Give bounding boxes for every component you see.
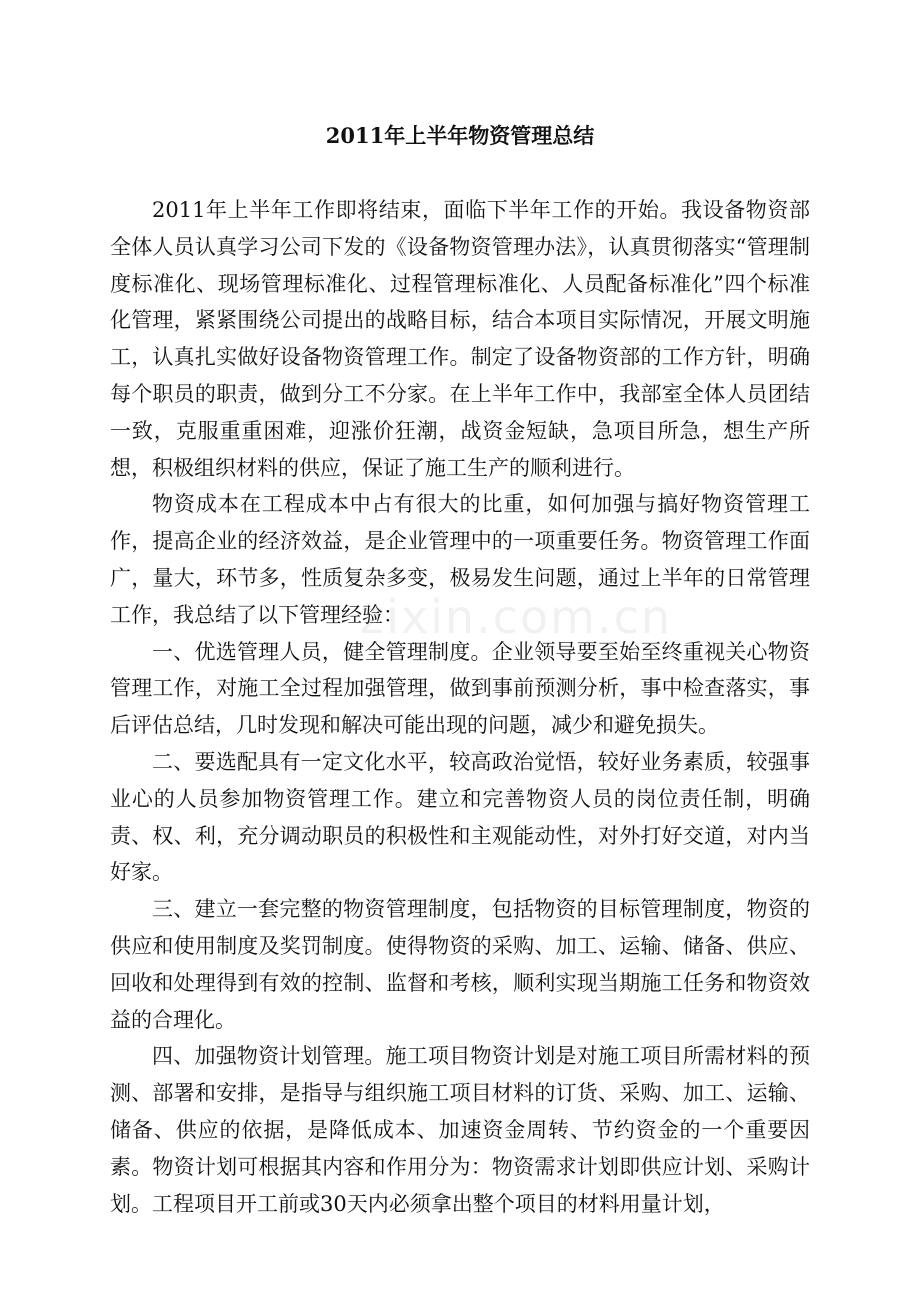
paragraph-point-2: 二、要选配具有一定文化水平，较高政治觉悟，较好业务素质，较强事业心的人员参加物资管理工作。建立和完善物资人员的岗位责任制，明确责、权、利，充分调动职员的积极性和主观能动性，对外打好交道，对内当好家。 — [110, 749, 810, 885]
paragraph-material-cost: 物资成本在工程成本中占有很大的比重，如何加强与搞好物资管理工作，提高企业的经济效益，是企业管理中的一项重要任务。物资管理工作面广，量大，环节多，性质复杂多变，极易发生问题，通过上半年的日常管理工作，我总结了以下管理经验： — [110, 492, 810, 627]
paragraph-point-4: 四、加强物资计划管理。施工项目物资计划是对施工项目所需材料的预测、部署和安排，是指导与组织施工项目材料的订货、采购、加工、运输、储备、供应的依据，是降低成本、加速资金周转、节约资金的一个重要因素。物资计划可根据其内容和作用分为：物资需求计划即供应计划、采购计划。工程项目开工前或30天内必须拿出整个项目的材料用量计划， — [110, 1044, 810, 1216]
paragraph-intro: 2011年上半年工作即将结束，面临下半年工作的开始。我设备物资部全体人员认真学习公司下发的《设备物资管理办法》，认真贯彻落实“管理制度标准化、现场管理标准化、过程管理标准化、人员配备标准化”四个标准化管理，紧紧围绕公司提出的战略目标，结合本项目实际情况，开展文明施工，认真扎实做好设备物资管理工作。制定了设备物资部的工作方针，明确每个职员的职责，做到分工不分家。在上半年工作中，我部室全体人员团结一致，克服重重困难，迎涨价狂潮，战资金短缺，急项目所急，想生产所想，积极组织材料的供应，保证了施工生产的顺利进行。 — [110, 198, 810, 480]
document-body — [110, 192, 810, 1222]
paragraph-point-3: 三、建立一套完整的物资管理制度，包括物资的目标管理制度，物资的供应和使用制度及奖罚制度。使得物资的采购、加工、运输、储备、供应、回收和处理得到有效的控制、监督和考核，顺利实现当期施工任务和物资效益的合理化。 — [110, 897, 810, 1032]
document-title: 2011年上半年物资管理总结 — [325, 123, 595, 148]
watermark: zixin.com.cn — [360, 590, 673, 644]
paragraph-point-1: 一、优选管理人员，健全管理制度。企业领导要至始至终重视关心物资管理工作，对施工全过程加强管理，做到事前预测分析，事中检查落实，事后评估总结，几时发现和解决可能出现的问题，减少和避免损失。 — [110, 639, 810, 738]
